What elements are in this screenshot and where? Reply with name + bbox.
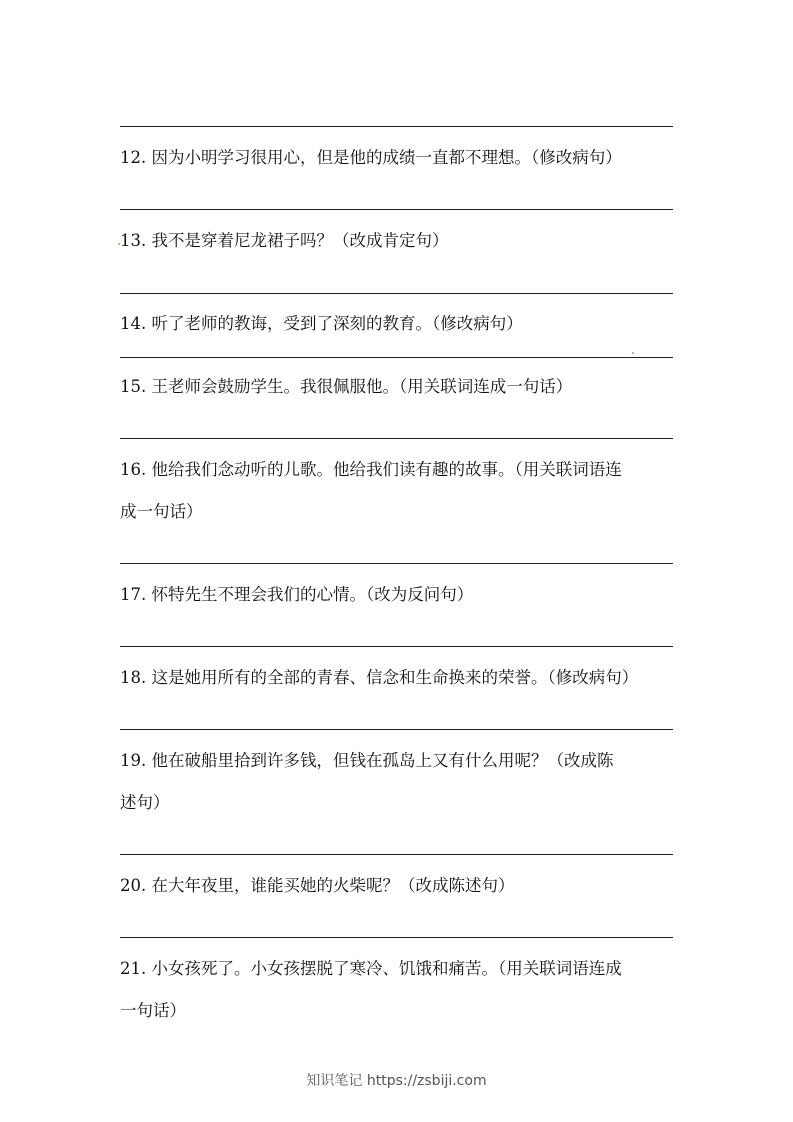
- question-14: 14. 听了老师的教诲，受到了深刻的教育。（修改病句）: [120, 314, 523, 333]
- question-21: 21. 小女孩死了。小女孩摆脱了寒冷、饥饿和痛苦。（用关联词语连成: [120, 959, 622, 978]
- question-13: 13. 我不是穿着尼龙裙子吗？（改成肯定句）: [120, 231, 449, 250]
- footer-watermark: 知识笔记 https://zsbiji.com: [306, 1073, 487, 1089]
- answer-line: [120, 729, 673, 730]
- question-17: 17. 怀特先生不理会我们的心情。（改为反问句）: [120, 585, 474, 604]
- question-16: 16. 他给我们念动听的儿歌。他给我们读有趣的故事。（用关联词语连: [120, 460, 622, 479]
- answer-line: [120, 126, 673, 127]
- answer-line: [120, 293, 673, 294]
- answer-line: [120, 937, 673, 938]
- answer-line: [120, 209, 673, 210]
- question-19: 19. 他在破船里拾到许多钱，但钱在孤岛上又有什么用呢？（改成陈: [120, 751, 614, 770]
- question-18: 18. 这是她用所有的全部的青春、信念和生命换来的荣誉。（修改病句）: [120, 668, 639, 687]
- answer-line: [120, 563, 673, 564]
- answer-line: [120, 646, 673, 647]
- answer-line: [120, 357, 673, 358]
- question-16-continuation: 成一句话）: [120, 502, 203, 521]
- question-19-continuation: 述句）: [120, 793, 170, 812]
- question-12: 12. 因为小明学习很用心，但是他的成绩一直都不理想。（修改病句）: [120, 148, 622, 167]
- speck-mark: [632, 352, 634, 354]
- question-21-continuation: 一句话）: [120, 1001, 186, 1020]
- question-20: 20. 在大年夜里，谁能买她的火柴呢？（改成陈述句）: [120, 876, 515, 895]
- question-15: 15. 王老师会鼓励学生。我很佩服他。（用关联词连成一句话）: [120, 377, 573, 396]
- answer-line: [120, 438, 673, 439]
- answer-line: [120, 854, 673, 855]
